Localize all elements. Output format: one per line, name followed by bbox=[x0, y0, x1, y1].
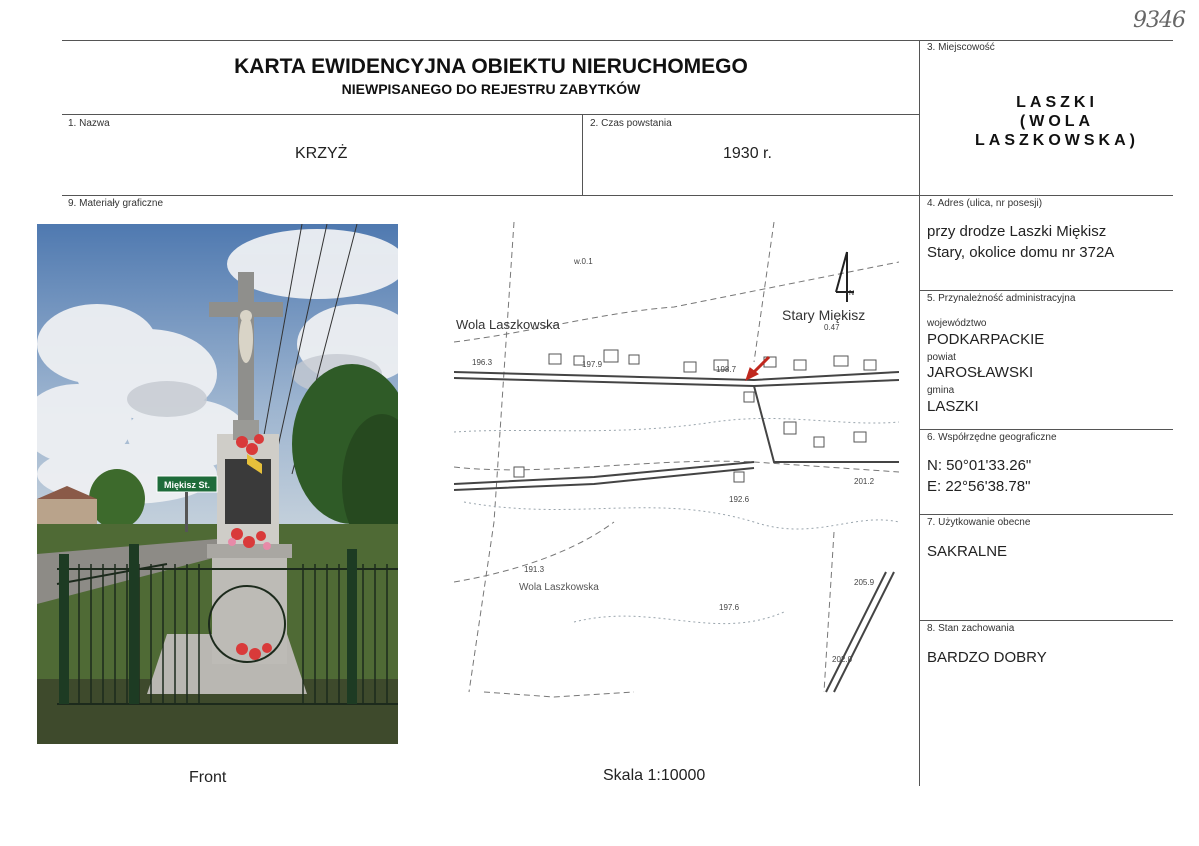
miejscowosc-line-1: LASZKI bbox=[1016, 94, 1098, 111]
powiat-value: JAROSŁAWSKI bbox=[927, 364, 1034, 381]
sep-8 bbox=[919, 620, 1173, 621]
map-height-5: 191.3 bbox=[524, 565, 545, 574]
gmina-value: LASZKI bbox=[927, 398, 979, 415]
sep-6 bbox=[919, 429, 1173, 430]
miejscowosc-label: 3. Miejscowość bbox=[927, 42, 995, 53]
stan-label: 8. Stan zachowania bbox=[927, 623, 1015, 634]
map-height-7: 205.9 bbox=[854, 578, 875, 587]
map-caption: Skala 1:10000 bbox=[603, 767, 706, 784]
title-divider bbox=[62, 114, 919, 115]
card-title: KARTA EWIDENCYJNA OBIEKTU NIERUCHOMEGO bbox=[234, 55, 748, 78]
map-label-wola-top: Wola Laszkowska bbox=[456, 317, 560, 332]
street-sign-text: Miękisz St. bbox=[163, 480, 211, 490]
przynaleznosc-label: 5. Przynależność administracyjna bbox=[927, 293, 1076, 304]
north-label: N bbox=[849, 290, 855, 297]
map-label-wola-bottom: Wola Laszkowska bbox=[519, 582, 599, 593]
sep-7 bbox=[919, 514, 1173, 515]
map-height-8: 202.0 bbox=[832, 655, 853, 664]
cross-photo-drawing bbox=[37, 224, 398, 744]
powiat-label: powiat bbox=[927, 352, 956, 363]
map-height-2: 197.9 bbox=[582, 360, 603, 369]
longitude-value: E: 22°56'38.78" bbox=[927, 478, 1031, 495]
adres-line-2: Stary, okolice domu nr 372A bbox=[927, 244, 1115, 261]
right-column-divider bbox=[919, 40, 920, 786]
nazwa-label: 1. Nazwa bbox=[68, 118, 110, 129]
czas-value: 1930 r. bbox=[723, 145, 772, 162]
map-height-11: w.0.1 bbox=[574, 257, 593, 266]
name-time-divider bbox=[582, 114, 583, 196]
cross-photo bbox=[37, 224, 398, 744]
fields-divider bbox=[62, 195, 1173, 196]
nazwa-value: KRZYŻ bbox=[295, 145, 348, 162]
materialy-label: 9. Materiały graficzne bbox=[68, 198, 164, 209]
map-height-6: 197.6 bbox=[719, 603, 740, 612]
uzytkowanie-value: SAKRALNE bbox=[927, 543, 1008, 560]
gmina-label: gmina bbox=[927, 385, 955, 396]
miejscowosc-line-3: LASZKOWSKA) bbox=[975, 132, 1139, 149]
card-subtitle: NIEWPISANEGO DO REJESTRU ZABYTKÓW bbox=[341, 81, 641, 97]
location-map bbox=[454, 222, 899, 700]
map-height-4: 192.6 bbox=[729, 495, 750, 504]
card-number: 9346 bbox=[1133, 8, 1185, 33]
latitude-value: N: 50°01'33.26" bbox=[927, 457, 1032, 474]
czas-label: 2. Czas powstania bbox=[590, 118, 672, 129]
map-height-9: 201.2 bbox=[854, 477, 875, 486]
wojewodztwo-value: PODKARPACKIE bbox=[927, 331, 1045, 348]
wspolrzedne-label: 6. Współrzędne geograficzne bbox=[927, 432, 1057, 443]
stan-value: BARDZO DOBRY bbox=[927, 649, 1047, 666]
map-height-10: 0.47 bbox=[824, 323, 840, 332]
sep-5 bbox=[919, 290, 1173, 291]
map-label-stary: Stary Miękisz bbox=[782, 307, 866, 323]
adres-label: 4. Adres (ulica, nr posesji) bbox=[927, 198, 1043, 209]
map-height-1: 196.3 bbox=[472, 358, 493, 367]
miejscowosc-line-2: (WOLA bbox=[1019, 113, 1095, 130]
uzytkowanie-label: 7. Użytkowanie obecne bbox=[927, 517, 1031, 528]
location-map-drawing bbox=[454, 222, 899, 700]
top-border bbox=[62, 40, 1173, 41]
adres-line-1: przy drodze Laszki Miękisz bbox=[927, 223, 1107, 240]
photo-caption: Front bbox=[189, 769, 227, 786]
wojewodztwo-label: województwo bbox=[927, 318, 987, 329]
map-height-3: 198.7 bbox=[716, 365, 737, 374]
